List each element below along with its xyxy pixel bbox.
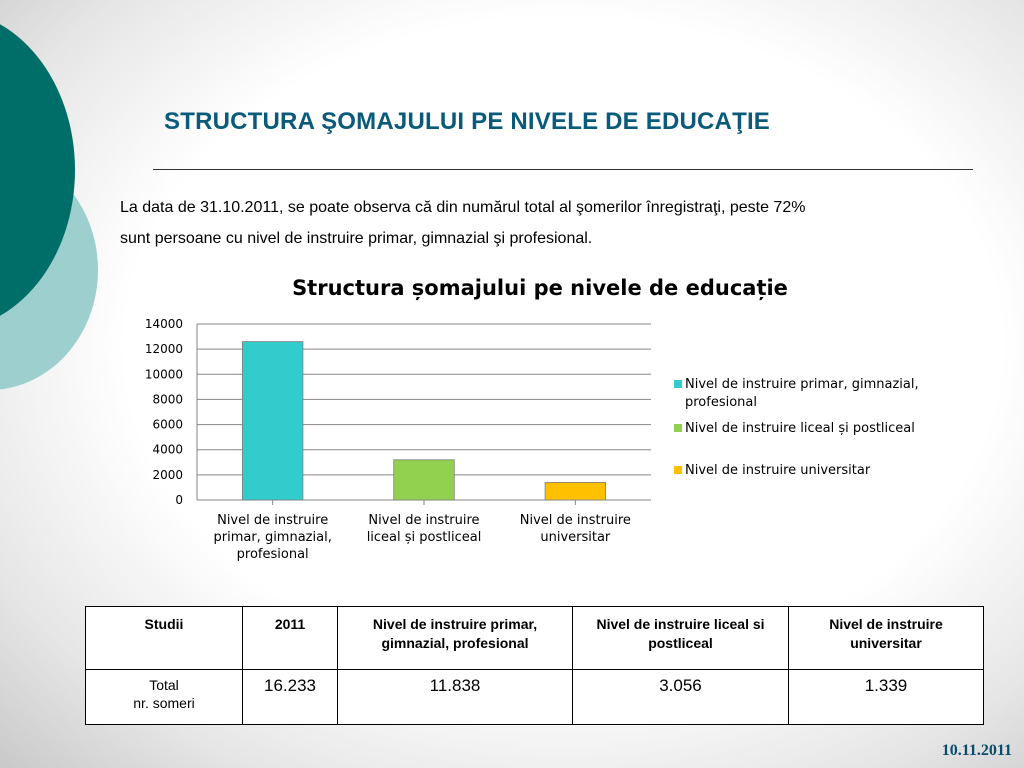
table-header: Nivel de instruire liceal si postliceal <box>573 607 789 670</box>
legend-label: Nivel de instruire primar, gimnazial, <box>685 377 919 392</box>
y-tick-label: 10000 <box>144 367 183 382</box>
legend-label: Nivel de instruire liceal și postliceal <box>685 421 915 436</box>
slide-title: STRUCTURA ŞOMAJULUI PE NIVELE DE EDUCAŢIE <box>164 108 771 135</box>
row-label-line: nr. someri <box>133 695 195 711</box>
legend-swatch <box>674 466 682 474</box>
intro-text <box>120 192 990 254</box>
table-cell: 16.233 <box>243 670 338 725</box>
x-tick-label: profesional <box>236 547 309 562</box>
y-tick-label: 4000 <box>152 442 183 457</box>
x-tick-label: Nivel de instruire <box>368 513 480 528</box>
x-tick-label: primar, gimnazial, <box>213 530 332 545</box>
table-row-label <box>86 670 243 725</box>
y-tick-label: 14000 <box>144 317 183 331</box>
table-header: Studii <box>86 607 243 670</box>
legend-swatch <box>674 424 682 432</box>
table-header: Nivel de instruire universitar <box>789 607 984 670</box>
bar-1 <box>242 342 303 500</box>
table-cell: 1.339 <box>789 670 984 725</box>
x-tick-label: universitar <box>540 530 611 545</box>
table-header: 2011 <box>243 607 338 670</box>
table-cell: 11.838 <box>338 670 573 725</box>
table-header: Nivel de instruire primar, gimnazial, profesional <box>338 607 573 670</box>
y-tick-label: 12000 <box>144 342 183 357</box>
intro-line-2: sunt persoane cu nivel de instruire primar, gimnazial şi profesional. <box>120 230 593 247</box>
table-header-row <box>86 607 984 670</box>
y-tick-label: 0 <box>175 493 183 507</box>
legend-label: profesional <box>685 395 757 410</box>
chart-title: Structura șomajului pe nivele de educație <box>292 276 788 300</box>
x-tick-label: liceal și postliceal <box>366 530 482 545</box>
x-tick-label: Nivel de instruire <box>217 513 329 528</box>
row-label-line: Total <box>149 677 179 693</box>
intro-line-1: La data de 31.10.2011, se poate observa că din numărul total al şomerilor înregistraţi, peste 72% <box>120 199 806 216</box>
title-divider <box>153 169 973 170</box>
x-tick-label: Nivel de instruire <box>519 513 631 528</box>
legend-swatch <box>674 380 682 388</box>
legend-label: Nivel de instruire universitar <box>685 463 871 478</box>
y-tick-label: 2000 <box>152 467 183 482</box>
y-tick-label: 6000 <box>152 417 183 432</box>
unemployment-table <box>85 606 984 725</box>
y-tick-label: 8000 <box>152 392 183 407</box>
table-row <box>86 670 984 725</box>
bar-2 <box>394 460 455 500</box>
bar-chart <box>110 310 970 580</box>
table-cell: 3.056 <box>573 670 789 725</box>
bar-3 <box>545 482 606 500</box>
footer-date: 10.11.2011 <box>941 742 1012 759</box>
